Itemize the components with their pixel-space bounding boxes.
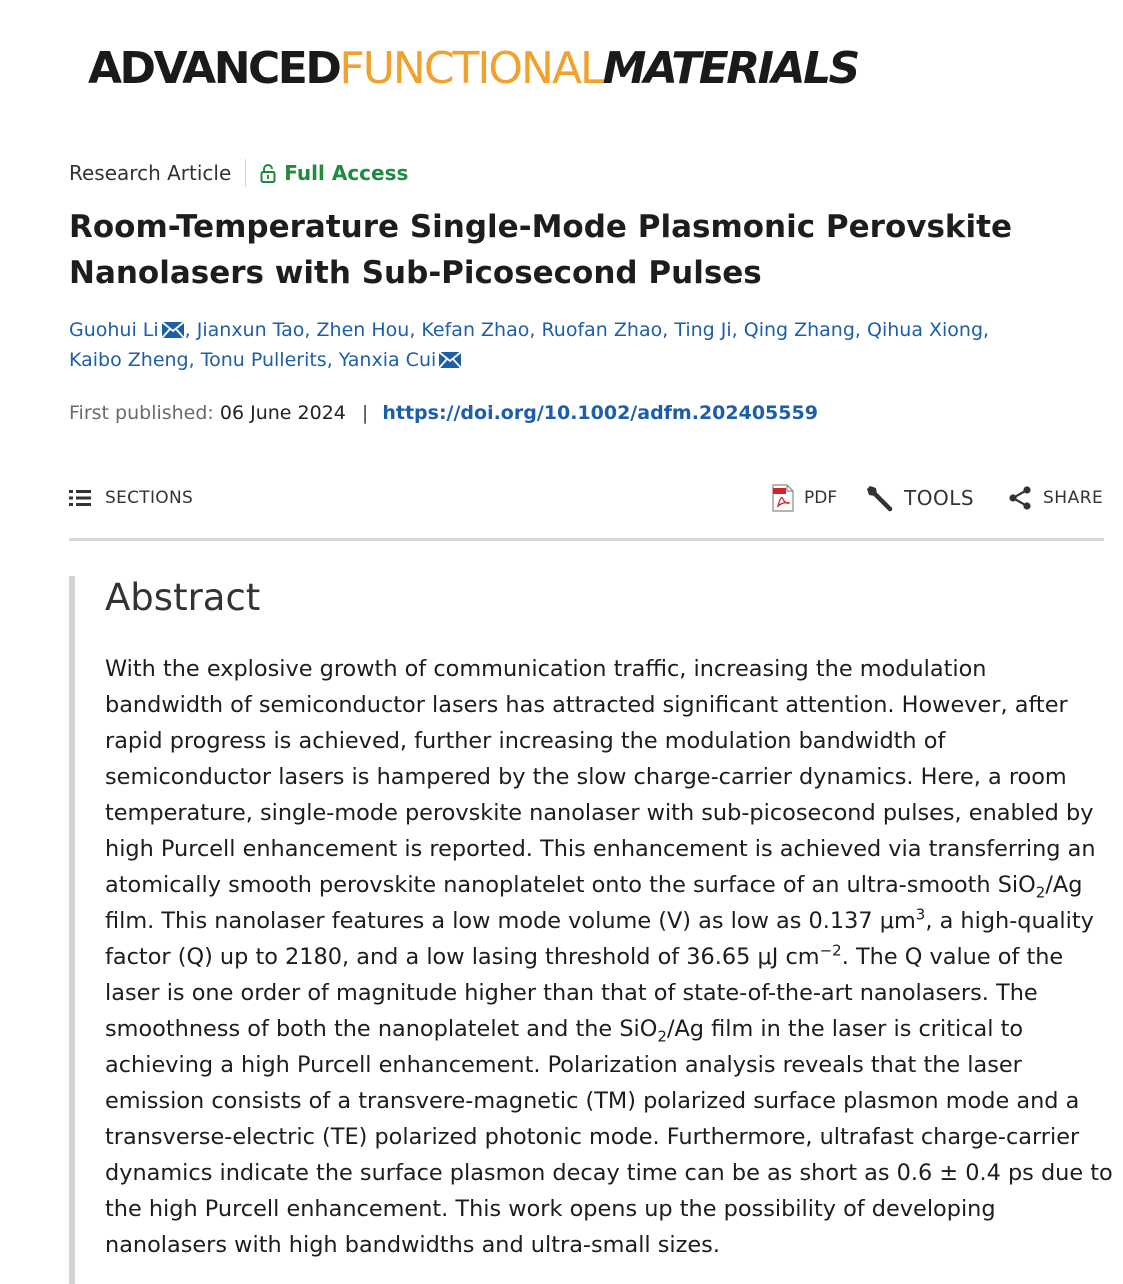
journal-logo[interactable] [88, 38, 858, 100]
pdf-button[interactable] [772, 480, 837, 516]
tools-label: TOOLS [904, 486, 975, 510]
pub-separator: | [355, 402, 369, 424]
share-icon [1007, 485, 1033, 511]
pdf-file-icon [772, 484, 794, 512]
logo-materials: MATERIALS [602, 43, 858, 94]
author-link[interactable]: Guohui Li [69, 319, 185, 341]
author-list: Guohui Li , Jianxun Tao, Zhen Hou, Kefan Zhao, Ruofan Zhao, Ting Ji, Qing Zhang, Qihua Xiong, Kaibo Zheng, Tonu Pullerits, Yanxia Cui [69, 319, 990, 371]
publication-info [69, 398, 818, 428]
article-meta [69, 158, 408, 188]
logo-functional: FUNCTIONAL [339, 43, 603, 94]
abstract-body: With the explosive growth of communication traffic, increasing the modulation bandwidth of semiconductor lasers has attracted significant attention. However, after rapid progress is achieved, further increasing the modulation bandwidth of semiconductor lasers is hampered by the slow charge-carrier dynamics. Here, a room temperature, single-mode perovskite nanolaser with sub-picosecond pulses, enabled by high Purcell enhancement is reported. This enhancement is achieved via transferring an atomically smooth perovskite nanoplatelet onto the surface of an ultra-smooth SiO$_2$/Ag film. This nanolaser features a low mode volume (V) as low as 0.137 $\mu m^3$, a high-quality factor (Q) up to 2180, and a low lasing threshold of 36.65 μJ $cm^{-2}$. The Q value of the laser is one order of magnitude higher than that of state-of-the-art nanolasers. The smoothness of both the nanoplatelet and the SiO$_2$/Ag film in the laser is critical to achieving a high Purcell enhancement. Polarization analysis reveals that the laser emission consists of a transvere-magnetic (TM) polarized surface plasmon mode and a transverse-electric (TE) polarized photonic mode. Furthermore, ultrafast charge-carrier dynamics indicate the surface plasmon decay time can be as short as 0.6 ± 0.4 ps due to the high Purcell enhancement. This work opens up the possibility of developing nanolasers with high bandwidths and ultra-small sizes. [105, 656, 1113, 1258]
unlock-icon [260, 163, 276, 183]
sections-button[interactable] [69, 480, 193, 516]
title-line-1: Room-Temperature Single-Mode Plasmonic Perovskite [69, 209, 1012, 245]
access-badge [260, 161, 408, 185]
share-label: SHARE [1043, 488, 1104, 508]
list-icon [69, 489, 91, 507]
author-link[interactable]: Tonu Pullerits [200, 349, 327, 371]
envelope-icon[interactable] [161, 321, 185, 339]
sections-label: SECTIONS [105, 488, 194, 508]
author-link[interactable]: Ting Ji [674, 319, 732, 341]
pdf-label: PDF [804, 488, 838, 508]
article-toolbar [69, 480, 1104, 516]
article-type: Research Article [69, 161, 232, 185]
wrench-icon [864, 483, 894, 513]
author-link[interactable]: Ruofan Zhao [541, 319, 663, 341]
share-button[interactable] [1007, 480, 1103, 516]
toolbar-divider [69, 538, 1104, 541]
abstract-accent-bar [69, 576, 75, 1284]
author-link[interactable]: Zhen Hou [316, 319, 410, 341]
published-label: First published: [69, 402, 214, 424]
meta-divider [245, 159, 246, 187]
envelope-icon[interactable] [438, 351, 462, 369]
access-label: Full Access [284, 161, 409, 185]
author-link[interactable]: Yanxia Cui [339, 349, 462, 371]
logo-advanced: ADVANCED [88, 43, 340, 94]
author-link[interactable]: Qing Zhang [743, 319, 855, 341]
author-link[interactable]: Kaibo Zheng [69, 349, 189, 371]
abstract-heading: Abstract [105, 576, 261, 619]
doi-link[interactable]: https://doi.org/10.1002/adfm.202405559 [382, 402, 818, 424]
author-link[interactable]: Qihua Xiong [867, 319, 984, 341]
published-date: 06 June 2024 [219, 402, 346, 424]
title-line-2: Nanolasers with Sub-Picosecond Pulses [69, 255, 762, 291]
tools-button[interactable] [864, 480, 974, 516]
article-title [69, 204, 1069, 296]
author-link[interactable]: Kefan Zhao [421, 319, 530, 341]
author-link[interactable]: Jianxun Tao [196, 319, 305, 341]
